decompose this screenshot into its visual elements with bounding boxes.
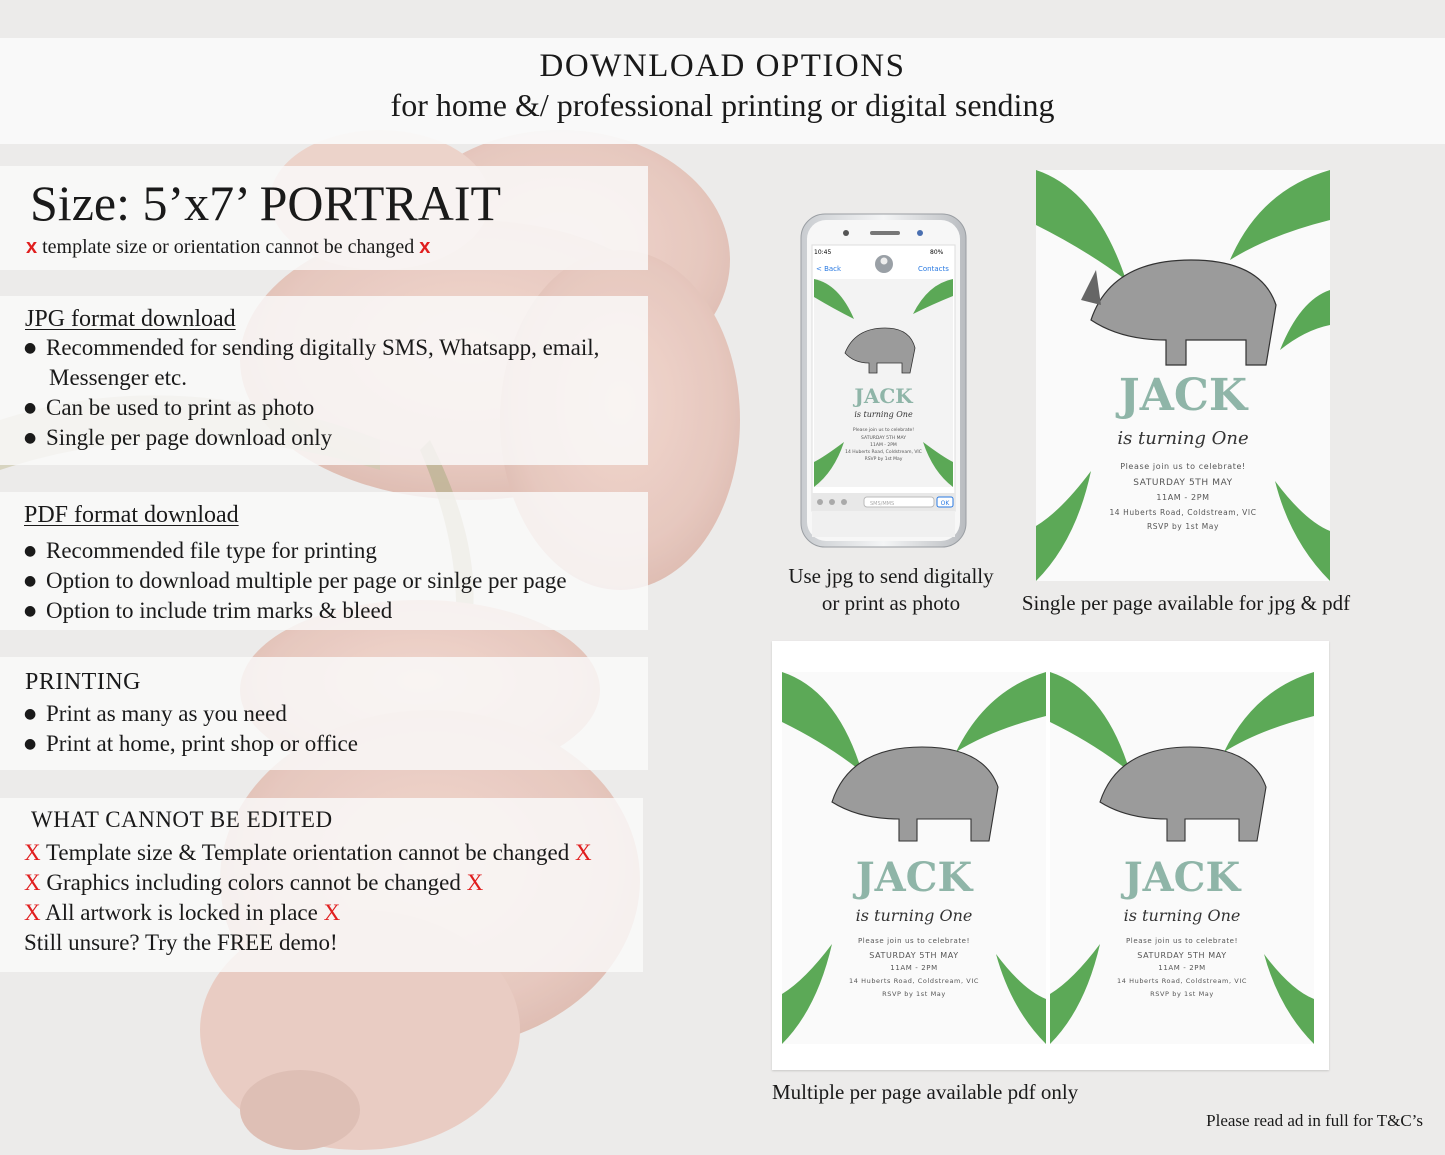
printing-title: PRINTING <box>25 669 141 695</box>
list-item: Messenger etc. <box>49 365 187 390</box>
svg-text:SMS/MMS: SMS/MMS <box>870 501 895 507</box>
phone-caption-line: or print as photo <box>821 591 961 615</box>
phone-name: JACK <box>854 384 913 408</box>
page-title: DOWNLOAD OPTIONS <box>539 48 906 84</box>
invitation-date: SATURDAY 5TH MAY <box>1133 478 1233 488</box>
red-x-icon: X <box>323 900 341 925</box>
invitation-date: SATURDAY 5TH MAY <box>1137 951 1227 960</box>
phone-mockup <box>800 213 967 548</box>
invitation-script: is turning One <box>1123 906 1241 925</box>
invitation-text: Please join us to celebrate! <box>857 937 970 945</box>
phone-caption <box>778 563 1004 617</box>
invitation-text: Please join us to celebrate! <box>1120 462 1246 471</box>
terms-footnote: Please read ad in full for T&C’s <box>1206 1111 1423 1130</box>
not-editable-text: All artwork is locked in place <box>45 900 318 925</box>
pdf-panel <box>0 492 648 630</box>
invitation-time: 11AM - 2PM <box>1156 493 1210 502</box>
list-item: ● Option to include trim marks & bleed <box>24 596 567 626</box>
camera-icon <box>843 230 849 236</box>
svg-text:11AM - 2PM: 11AM - 2PM <box>870 443 897 448</box>
pdf-list <box>24 536 567 626</box>
not-editable-text: Template size & Template orientation cannot be changed <box>45 840 570 865</box>
invitation-rsvp: RSVP by 1st May <box>882 990 946 998</box>
not-editable-title: WHAT CANNOT BE EDITED <box>31 807 333 832</box>
svg-text:SATURDAY 5TH MAY: SATURDAY 5TH MAY <box>861 436 906 441</box>
svg-text:Please join us to celebrate!: Please join us to celebrate! <box>852 428 915 433</box>
invitation-rsvp: RSVP by 1st May <box>1150 990 1214 998</box>
jpg-list <box>24 333 599 453</box>
size-panel <box>0 166 648 270</box>
not-editable-panel <box>0 798 643 972</box>
red-x-icon: X <box>24 900 41 925</box>
size-note <box>26 236 430 259</box>
invitation-text: Please join us to celebrate! <box>1125 937 1238 945</box>
invitation-script: is turning One <box>1117 428 1249 449</box>
multi-invitation-card-right <box>1050 672 1314 1044</box>
invitation-time: 11AM - 2PM <box>890 964 938 972</box>
list-item: ● Recommended for sending digitally SMS, Whatsapp, email, <box>24 333 599 363</box>
not-editable-lines <box>24 838 592 958</box>
size-note-text: template size or orientation cannot be changed <box>42 236 415 258</box>
single-invitation-card <box>1036 170 1330 581</box>
contacts-link: Contacts <box>918 265 949 273</box>
invitation-name: JACK <box>855 854 973 901</box>
invitation-script: is turning One <box>855 906 973 925</box>
list-item: ● Print as many as you need <box>24 699 358 729</box>
invitation-address: 14 Huberts Road, Coldstream, VIC <box>848 977 980 985</box>
invitation-name: JACK <box>1118 370 1248 421</box>
invitation-rsvp: RSVP by 1st May <box>1146 522 1220 531</box>
invitation-name: JACK <box>1123 854 1241 901</box>
invitation-time: 11AM - 2PM <box>1158 964 1206 972</box>
jpg-panel <box>0 296 648 465</box>
single-caption: Single per page available for jpg & pdf <box>1021 591 1351 615</box>
invitation-address: 14 Huberts Road, Coldstream, VIC <box>1109 508 1257 517</box>
red-x-icon: X <box>574 840 592 865</box>
red-x-icon: x <box>419 236 431 258</box>
multiple-caption: Multiple per page available pdf only <box>772 1080 1079 1104</box>
list-item: ● Option to download multiple per page or sinlge per page <box>24 566 567 596</box>
page-subtitle: for home &/ professional printing or digital sending <box>390 87 1055 123</box>
svg-text:RSVP by 1st May: RSVP by 1st May <box>864 457 903 462</box>
rhino-illustration <box>1091 260 1276 365</box>
invitation-date: SATURDAY 5TH MAY <box>869 951 959 960</box>
demo-line: Still unsure? Try the FREE demo! <box>24 930 338 955</box>
list-item: ● Print at home, print shop or office <box>24 729 358 759</box>
size-title: Size: 5’x7’ PORTRAIT <box>30 175 502 231</box>
list-item: ● Single per page download only <box>24 423 599 453</box>
red-x-icon: x <box>26 236 38 258</box>
not-editable-line <box>24 898 592 928</box>
not-editable-line <box>24 868 592 898</box>
phone-send-button: OK <box>940 500 950 507</box>
header-banner <box>0 38 1445 144</box>
jpg-title: JPG format download <box>25 306 236 332</box>
phone-script: is turning One <box>854 410 913 419</box>
red-x-icon: X <box>24 840 41 865</box>
phone-caption-line: Use jpg to send digitally <box>788 564 994 588</box>
list-item: ● Can be used to print as photo <box>24 393 599 423</box>
not-editable-text: Graphics including colors cannot be changed <box>46 870 461 895</box>
invitation-address: 14 Huberts Road, Coldstream, VIC <box>1116 977 1248 985</box>
not-editable-line <box>24 838 592 868</box>
phone-time: 10:45 <box>814 249 832 256</box>
back-link: < Back <box>816 265 842 273</box>
multi-invitation-card-left <box>782 672 1046 1044</box>
red-x-icon: X <box>24 870 41 895</box>
phone-battery: 80% <box>930 249 944 256</box>
list-item: ● Recommended file type for printing <box>24 536 567 566</box>
red-x-icon: X <box>466 870 484 895</box>
pdf-title: PDF format download <box>24 502 239 528</box>
printing-panel <box>0 657 648 770</box>
printing-list <box>24 699 358 759</box>
svg-text:14 Huberts Road, Coldstream, V: 14 Huberts Road, Coldstream, VIC <box>845 450 922 455</box>
